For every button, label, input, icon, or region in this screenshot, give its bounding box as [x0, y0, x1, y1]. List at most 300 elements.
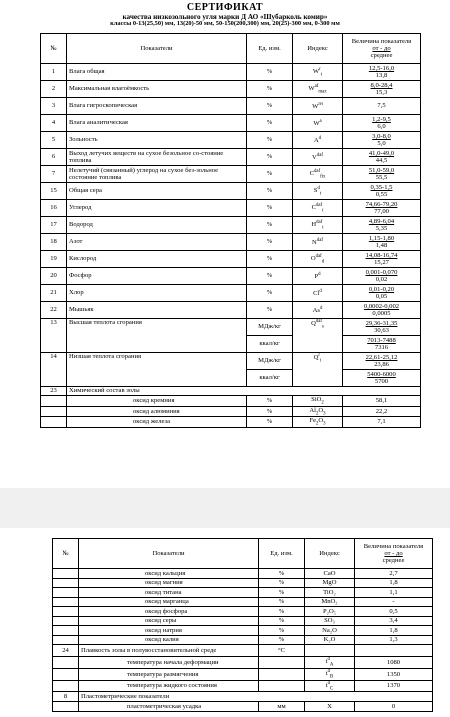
value-cell: [343, 336, 421, 353]
value-cell: [343, 319, 421, 336]
index-cell: $C^{daf}_{fix}$: [293, 166, 343, 183]
row-label: Низшая теплота сгорания: [67, 353, 247, 387]
row-unit: %: [247, 406, 293, 417]
row-number: 4: [41, 115, 67, 132]
row-unit: ккал/кг: [247, 336, 293, 353]
index-superscript: daf: [316, 237, 323, 243]
value-range: 1,2-9,5: [372, 115, 391, 123]
value-cell: [343, 166, 421, 183]
value-cell: [343, 268, 421, 285]
value-range: 51,0-59,0: [368, 166, 395, 174]
value-average: 13,8: [375, 72, 388, 79]
index-cell: MnO₂: [305, 597, 355, 607]
row-label: Влага гигроскопическая: [67, 98, 247, 115]
row-label: Пластометрические показатели: [79, 692, 433, 702]
row-number: 1: [41, 64, 67, 81]
row-number: [53, 626, 79, 636]
value-average: 0,0005: [372, 310, 391, 317]
row-number: 23: [41, 387, 67, 396]
col-no: №: [41, 34, 67, 64]
index-cell: CaO: [305, 569, 355, 579]
col-index: Индекс: [293, 34, 343, 64]
index-subscript: t: [322, 208, 324, 214]
value-average: 0,05: [375, 293, 388, 300]
row-label: оксид алюминия: [67, 406, 247, 417]
index-cell: $Q^{daf}_s$: [293, 319, 343, 353]
col-value: Величина показателя от - до среднее: [343, 34, 421, 64]
table-row: [41, 417, 421, 428]
table-row: [53, 635, 433, 645]
index-cell: $t^d_A$: [305, 657, 355, 669]
value-cell: 1350: [355, 668, 433, 680]
index-subscript: 3: [323, 410, 326, 416]
row-label: температура начала деформации: [79, 657, 259, 669]
row-label: оксид фосфора: [79, 607, 259, 617]
value-average: 7316: [374, 344, 389, 351]
index-superscript: daf: [316, 219, 323, 225]
index-cell: $N^{daf}$: [293, 234, 343, 251]
index-cell: SiO$_2$: [293, 396, 343, 407]
index-subscript: B: [330, 674, 334, 680]
index-cell: $W^a$: [293, 115, 343, 132]
value-cell: 3,4: [355, 616, 433, 626]
row-unit: %: [247, 81, 293, 98]
index-superscript: d: [327, 657, 330, 662]
index-cell: $Fe_2O_3$: [293, 417, 343, 428]
row-number: [53, 668, 79, 680]
table-row: [53, 616, 433, 626]
row-unit: %: [247, 396, 293, 407]
index-superscript: d: [319, 305, 323, 311]
index-cell: $Al_2O_3$: [293, 406, 343, 417]
index-cell: $P^d$: [293, 268, 343, 285]
row-unit: %: [247, 234, 293, 251]
row-unit: %: [247, 149, 293, 166]
value-average: 77,00: [374, 208, 389, 215]
index-superscript: daf: [315, 202, 323, 208]
value-average: 15,3: [375, 89, 388, 96]
table-row: [53, 645, 433, 657]
table-row: [53, 578, 433, 588]
row-label: Влага аналитическая: [67, 115, 247, 132]
row-unit: [259, 668, 305, 680]
row-number: [41, 417, 67, 428]
row-label: Азот: [67, 234, 247, 251]
row-number: [53, 635, 79, 645]
row-number: 17: [41, 217, 67, 234]
index-superscript: d: [319, 288, 322, 294]
row-number: [53, 616, 79, 626]
value-cell: 1,1: [355, 588, 433, 598]
index-cell: As$^d$: [293, 302, 343, 319]
value-range: 14,08-16,74: [365, 251, 398, 259]
table-row: [41, 268, 421, 285]
index-superscript: d: [318, 135, 322, 141]
index-cell: SO₃: [305, 616, 355, 626]
row-label: Хлор: [67, 285, 247, 302]
index-subscript: t: [322, 225, 324, 231]
table-row: [41, 132, 421, 149]
row-label: оксид магния: [79, 578, 259, 588]
row-number: 20: [41, 268, 67, 285]
index-subscript: 2: [321, 400, 324, 406]
value-cell: [343, 234, 421, 251]
row-number: 8: [53, 692, 79, 702]
index-subscript: d: [321, 259, 325, 265]
index-cell: $O^{daf}_d$: [293, 251, 343, 268]
value-cell: 1,3: [355, 635, 433, 645]
row-number: [53, 588, 79, 598]
index-subscript: 2: [316, 410, 319, 416]
table-row: [53, 607, 433, 617]
index-superscript: d: [327, 668, 331, 674]
index-superscript: daf: [315, 253, 322, 259]
value-average: 44,5: [375, 157, 388, 164]
value-cell: 58,1: [343, 396, 421, 407]
table-row: [41, 285, 421, 302]
value-cell: 0: [355, 702, 433, 712]
row-unit: ккал/кг: [247, 370, 293, 387]
row-unit: °C: [259, 645, 305, 657]
certificate-page-2: [0, 528, 450, 717]
table-row: [41, 200, 421, 217]
index-cell: $V^{daf}$: [293, 149, 343, 166]
value-average: 55,5: [375, 174, 388, 181]
value-cell: 2,7: [355, 569, 433, 579]
row-unit: %: [247, 417, 293, 428]
row-label: Мышьяк: [67, 302, 247, 319]
row-label: Химический состав золы: [67, 387, 421, 396]
row-unit: %: [247, 64, 293, 81]
value-range: 7013-7488: [367, 336, 396, 344]
row-label: оксид титана: [79, 588, 259, 598]
row-number: [53, 680, 79, 692]
row-unit: %: [259, 569, 305, 579]
value-average: 5,0: [377, 140, 386, 147]
index-superscript: daf: [315, 319, 322, 324]
value-average: 6,0: [377, 123, 386, 130]
index-subscript: 3: [323, 421, 326, 427]
row-unit: [259, 680, 305, 692]
index-cell: MgO: [305, 578, 355, 588]
index-cell: TiO₂: [305, 588, 355, 598]
value-cell: 0,5: [355, 607, 433, 617]
index-cell: $W^{гн}$: [293, 98, 343, 115]
value-range: 12,5-16,0: [368, 64, 395, 72]
row-label: температура жидкого состояния: [79, 680, 259, 692]
index-superscript: r: [318, 353, 321, 358]
col-no: №: [53, 539, 79, 569]
value-average: 0,02: [375, 276, 388, 283]
index-superscript: a: [319, 118, 322, 124]
value-cell: [343, 353, 421, 370]
page-gap: [0, 488, 450, 528]
row-label: Общая сера: [67, 183, 247, 200]
index-subscript: t: [320, 72, 323, 78]
value-cell: 7,1: [343, 417, 421, 428]
index-subscript: i: [320, 358, 322, 364]
value-cell: 1,8: [355, 578, 433, 588]
row-number: 2: [41, 81, 67, 98]
row-number: [53, 657, 79, 669]
value-cell: [343, 98, 421, 115]
value-cell: [343, 81, 421, 98]
index-cell: $S^d_t$: [293, 183, 343, 200]
index-subscript: fix: [320, 174, 326, 180]
value-cell: 1370: [355, 680, 433, 692]
row-unit: %: [259, 578, 305, 588]
row-unit: %: [247, 166, 293, 183]
row-unit: %: [259, 607, 305, 617]
value-range: 41,0-49,0: [368, 149, 395, 157]
value-cell: [343, 285, 421, 302]
row-label: Кислород: [67, 251, 247, 268]
index-cell: $Q^r_i$: [293, 353, 343, 387]
value-average: 15,27: [374, 259, 389, 266]
value-cell: [343, 149, 421, 166]
col-unit: Ед. изм.: [247, 34, 293, 64]
table-row: [53, 692, 433, 702]
row-number: 14: [41, 353, 67, 387]
certificate-subtitle: качества низкозольного угля марки Д АО «Шубарколь комир»: [122, 12, 328, 21]
index-cell: Cl$^d$: [293, 285, 343, 302]
row-label: Водород: [67, 217, 247, 234]
row-number: 22: [41, 302, 67, 319]
row-unit: %: [247, 200, 293, 217]
index-superscript: r: [319, 66, 321, 72]
value-cell: 1,8: [355, 626, 433, 636]
table-row: [41, 183, 421, 200]
index-subscript: t: [319, 191, 322, 197]
row-unit: мм: [259, 702, 305, 712]
row-label: температура размягчения: [79, 668, 259, 680]
col-index: Индекс: [305, 539, 355, 569]
indicators-table-continued: [52, 538, 433, 712]
index-superscript: daf: [316, 152, 323, 158]
row-label: Фосфор: [67, 268, 247, 285]
table-row: [53, 626, 433, 636]
table-row: [41, 387, 421, 396]
row-unit: %: [247, 302, 293, 319]
row-number: [53, 597, 79, 607]
index-subscript: 2: [316, 421, 319, 427]
value-range: 0,0002-0,002: [363, 302, 400, 310]
value-cell: 22,2: [343, 406, 421, 417]
index-superscript: d: [327, 680, 331, 686]
row-unit: %: [247, 183, 293, 200]
row-number: 7: [41, 166, 67, 183]
row-number: [41, 406, 67, 417]
value-range: 3,0-8,0: [372, 132, 391, 140]
value-range: 0,001-0,070: [365, 268, 398, 276]
row-label: оксид железа: [67, 417, 247, 428]
row-number: [53, 607, 79, 617]
row-number: [53, 702, 79, 712]
value-average: 5700: [374, 378, 389, 385]
table-row: [41, 251, 421, 268]
value-range: 0,35-1,5: [370, 183, 393, 191]
table-row: [41, 396, 421, 407]
value-range: 5400-6000: [367, 370, 396, 378]
row-unit: МДж/кг: [247, 353, 293, 370]
row-number: [41, 396, 67, 407]
row-unit: [259, 657, 305, 669]
value-average: 0,55: [375, 191, 388, 198]
row-label: пластометрическая усадка: [79, 702, 259, 712]
index-cell: [305, 645, 355, 657]
table-row: [41, 115, 421, 132]
row-label: оксид калия: [79, 635, 259, 645]
row-label: оксид натрия: [79, 626, 259, 636]
indicators-table: [40, 33, 421, 428]
row-label: Нелетучий (связанный) углерод на сухое без-зольное состояние топлива: [67, 166, 247, 183]
index-cell: $A^d$: [293, 132, 343, 149]
row-unit: МДж/кг: [247, 319, 293, 336]
value-average: 23,86: [374, 361, 389, 368]
row-unit: %: [247, 98, 293, 115]
value-cell: [343, 115, 421, 132]
table-row: [41, 353, 421, 370]
row-label: Высшая теплота сгорания: [67, 319, 247, 353]
value-cell: [343, 183, 421, 200]
value-cell: [355, 645, 433, 657]
row-number: 18: [41, 234, 67, 251]
row-number: 13: [41, 319, 67, 353]
table-row: [41, 81, 421, 98]
table-row: [53, 668, 433, 680]
value-cell: [343, 64, 421, 81]
row-unit: %: [247, 115, 293, 132]
value-cell: 1080: [355, 657, 433, 669]
table-row: [41, 319, 421, 336]
row-number: 3: [41, 98, 67, 115]
value-range: 0,01-0,20: [368, 285, 395, 293]
table-row: [53, 702, 433, 712]
index-superscript: гн: [318, 101, 323, 107]
row-label: оксид серы: [79, 616, 259, 626]
index-cell: $H^{daf}_t$: [293, 217, 343, 234]
row-number: [53, 569, 79, 579]
table-row: [41, 406, 421, 417]
row-unit: %: [259, 635, 305, 645]
row-number: 5: [41, 132, 67, 149]
table-row: [41, 149, 421, 166]
table-header-row: [41, 34, 421, 64]
row-unit: %: [247, 132, 293, 149]
value-cell: [343, 200, 421, 217]
index-cell: X: [305, 702, 355, 712]
table-row: [53, 569, 433, 579]
row-unit: %: [247, 217, 293, 234]
row-number: 19: [41, 251, 67, 268]
value-average: 5,35: [375, 225, 388, 232]
certificate-classes: классы 0-13(25,50) мм, 13(20)-50 мм, 50-150(200,300) мм, 20(25)-300 мм, 0-300 мм: [110, 20, 340, 28]
index-cell: $C^{daf}_t$: [293, 200, 343, 217]
value-cell: [343, 302, 421, 319]
row-unit: %: [259, 597, 305, 607]
index-subscript: A: [329, 662, 334, 668]
table-row: [53, 588, 433, 598]
value-cell: [343, 251, 421, 268]
table-row: [41, 234, 421, 251]
table-row: [41, 217, 421, 234]
row-unit: %: [259, 616, 305, 626]
index-cell: K₂O: [305, 635, 355, 645]
index-cell: $t^d_B$: [305, 668, 355, 680]
row-number: 15: [41, 183, 67, 200]
table-header-row: [53, 539, 433, 569]
row-number: 16: [41, 200, 67, 217]
value-range: 7,5: [377, 102, 386, 110]
row-number: 6: [41, 149, 67, 166]
row-label: Максимальная влагоёмкость: [67, 81, 247, 98]
value-cell: [343, 217, 421, 234]
value-cell: [343, 132, 421, 149]
value-cell: [343, 370, 421, 387]
row-number: 21: [41, 285, 67, 302]
index-cell: Na₂O: [305, 626, 355, 636]
value-range: 4,89-6,04: [368, 217, 395, 225]
index-superscript: daf: [313, 168, 321, 174]
index-subscript: s: [322, 324, 324, 330]
row-unit: %: [259, 626, 305, 636]
value-range: 29,36-31,35: [365, 319, 398, 327]
index-cell: $W^r_t$: [293, 64, 343, 81]
row-label: Зольность: [67, 132, 247, 149]
value-cell: -: [355, 597, 433, 607]
index-cell: $t^d_C$: [305, 680, 355, 692]
row-label: Плавкость золы в полувосстановительной среде: [79, 645, 259, 657]
value-average: 1,48: [375, 242, 388, 249]
value-range: 1,15-1,80: [368, 234, 395, 242]
row-label: оксид марганца: [79, 597, 259, 607]
table-row: [41, 98, 421, 115]
col-unit: Ед. изм.: [259, 539, 305, 569]
row-unit: %: [247, 268, 293, 285]
value-range: 22,61-25,12: [365, 353, 398, 361]
index-superscript: af: [314, 83, 319, 89]
value-range: 74,66-79,20: [365, 200, 398, 208]
row-unit: %: [247, 251, 293, 268]
row-label: оксид кальция: [79, 569, 259, 579]
index-subscript: max: [318, 89, 327, 95]
row-label: Углерод: [67, 200, 247, 217]
certificate-title: СЕРТИФИКАТ: [186, 2, 264, 13]
index-superscript: d: [317, 185, 320, 191]
col-indicator: Показатели: [79, 539, 259, 569]
table-row: [53, 597, 433, 607]
row-number: 24: [53, 645, 79, 657]
row-label: Влага общая: [67, 64, 247, 81]
table-row: [53, 680, 433, 692]
row-label: оксид кремния: [67, 396, 247, 407]
table-row: [53, 657, 433, 669]
index-cell: P₂O₅: [305, 607, 355, 617]
row-label: Выход летучих веществ на сухое безольное со-стояние топлива: [67, 149, 247, 166]
col-value: Величина показателя от - до среднее: [355, 539, 433, 569]
table-row: [41, 64, 421, 81]
index-superscript: d: [318, 271, 321, 277]
row-unit: %: [259, 588, 305, 598]
value-range: 8,0-28,4: [370, 81, 393, 89]
table-row: [41, 302, 421, 319]
value-average: 30,63: [374, 327, 389, 334]
index-subscript: C: [330, 686, 334, 692]
row-unit: %: [247, 285, 293, 302]
row-number: [53, 578, 79, 588]
index-cell: $W^{af}_{max}$: [293, 81, 343, 98]
table-row: [41, 166, 421, 183]
